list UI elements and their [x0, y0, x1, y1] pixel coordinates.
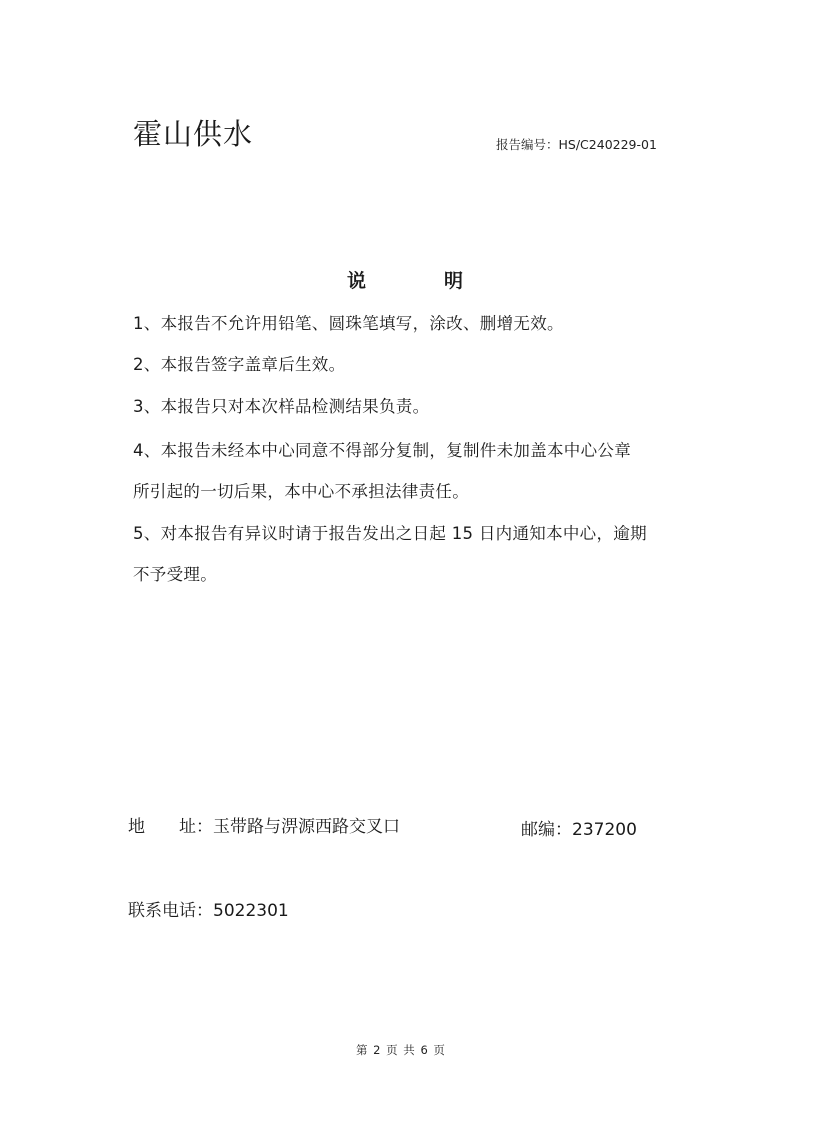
notes-title-right: 明: [444, 270, 464, 292]
note-item-4-line-2: 所引起的一切后果，本中心不承担法律责任。: [133, 482, 469, 501]
note-item-5-line-1: 5、对本报告有异议时请于报告发出之日起 15 日内通知本中心，逾期: [133, 524, 647, 543]
report-number-label: 报告编号：: [496, 137, 559, 152]
postcode-value: 237200: [572, 820, 637, 840]
organization-name: 霍山供水: [133, 117, 254, 151]
note-item-1: 1、本报告不允许用铅笔、圆珠笔填写，涂改、删增无效。: [133, 314, 564, 333]
page-number: 第 2 页 共 6 页: [356, 1043, 446, 1057]
address-value: 玉带路与淠源西路交叉口: [213, 817, 400, 837]
note-item-3: 3、本报告只对本次样品检测结果负责。: [133, 397, 430, 416]
notes-title-left: 说: [347, 270, 367, 292]
phone-label: 联系电话：: [128, 901, 213, 921]
note-item-4-line-1: 4、本报告未经本中心同意不得部分复制，复制件未加盖本中心公章: [133, 441, 631, 460]
note-item-5-line-2: 不予受理。: [133, 565, 217, 584]
postcode-line: [521, 815, 637, 840]
address-line: [128, 812, 400, 837]
notes-title: [347, 266, 463, 293]
address-label: 地 址：: [128, 817, 213, 837]
note-item-2: 2、本报告签字盖章后生效。: [133, 355, 346, 374]
report-number: [496, 135, 657, 153]
phone-value: 5022301: [213, 901, 289, 921]
report-number-value: HS/C240229-01: [558, 137, 657, 152]
phone-line: [128, 896, 289, 921]
postcode-label: 邮编：: [521, 820, 572, 840]
